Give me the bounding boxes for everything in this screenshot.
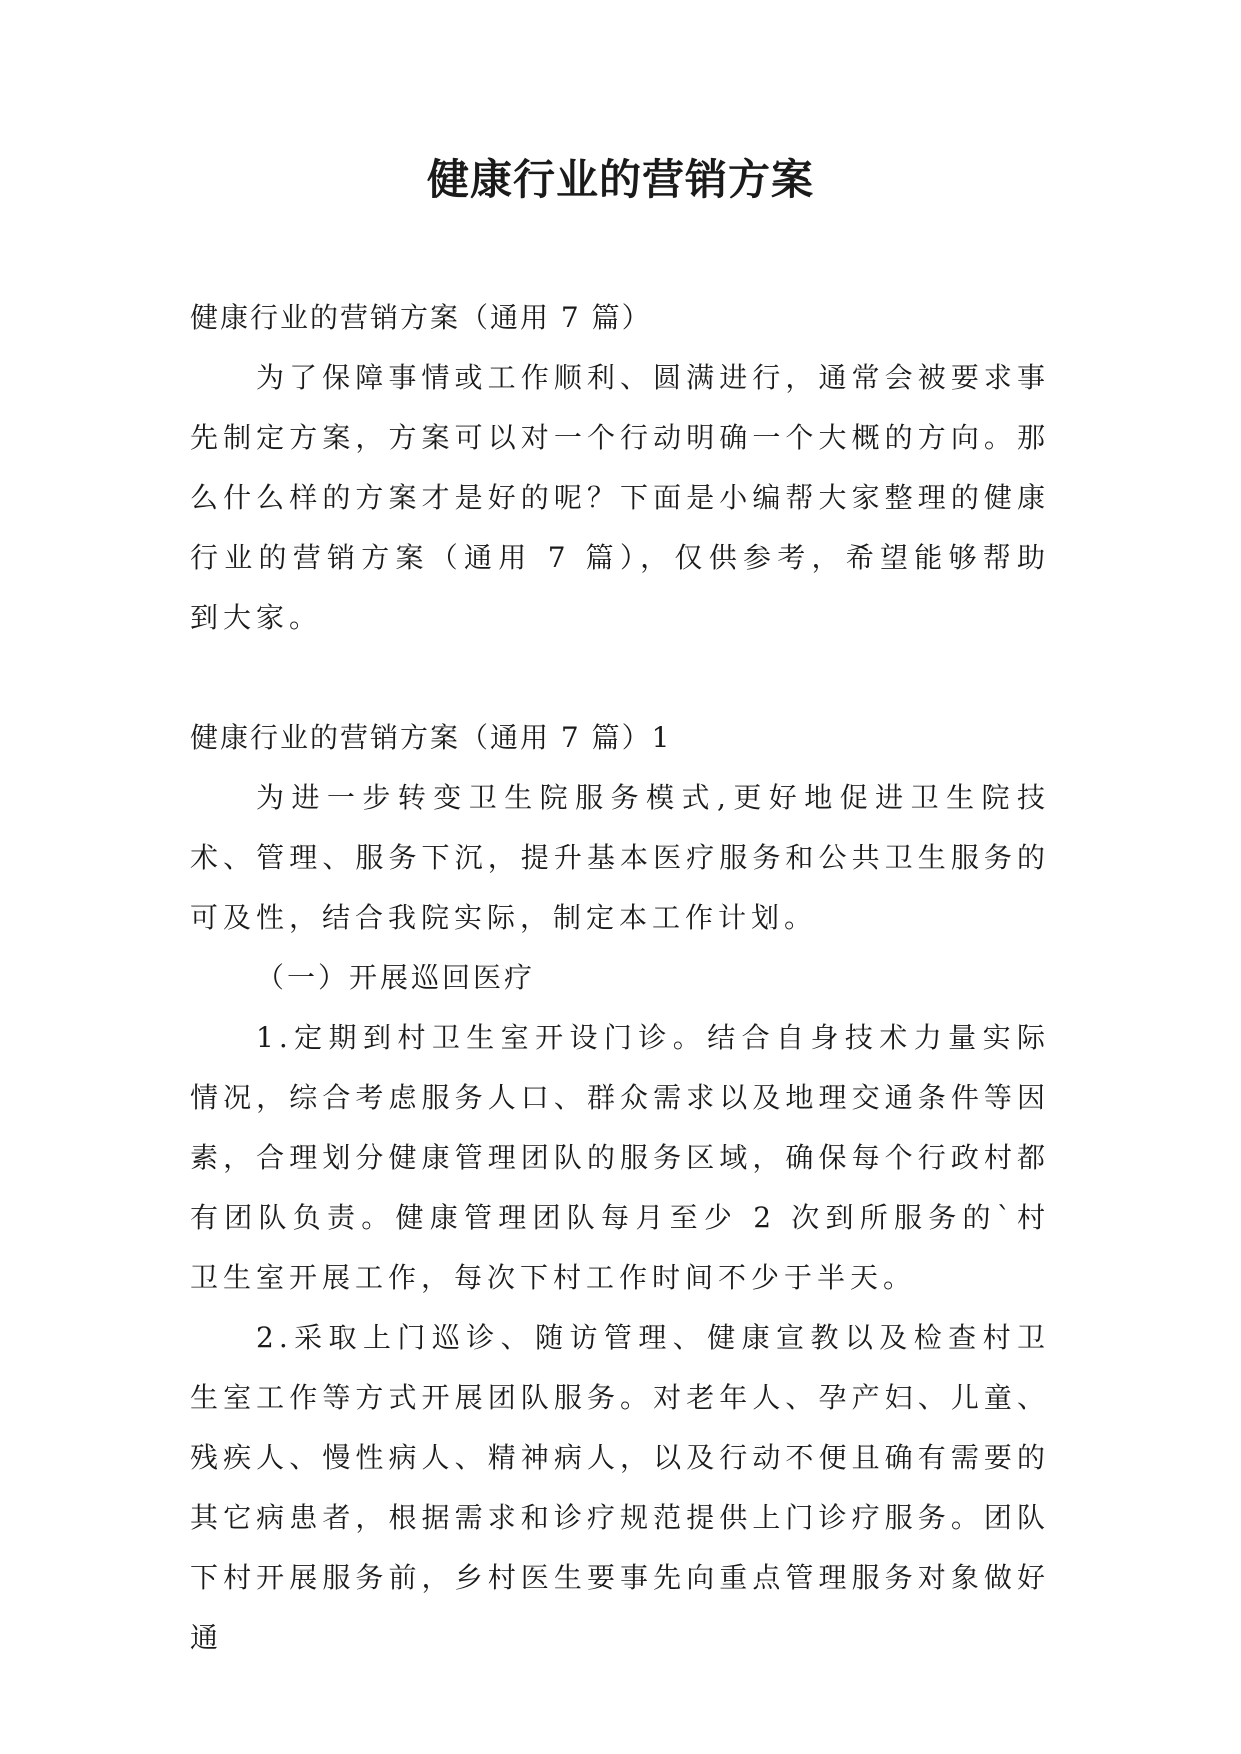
section-paragraph: 为进一步转变卫生院服务模式,更好地促进卫生院技术、管理、服务下沉，提升基本医疗服务和公共卫生服务的可及性，结合我院实际，制定本工作计划。 xyxy=(190,781,1050,934)
section-spacer xyxy=(190,648,1050,708)
subsection-heading: （一）开展巡回医疗 xyxy=(256,961,536,994)
document-title: 健康行业的营销方案 xyxy=(426,155,814,204)
list-item: 1.定期到村卫生室开设门诊。结合自身技术力量实际情况，综合考虑服务人口、群众需求以及地理交通条件等因素，合理划分健康管理团队的服务区域，确保每个行政村都有团队负责。健康管理团队每月至少 2 次到所服务的`村卫生室开展工作，每次下村工作时间不少于半天。 xyxy=(190,1021,1050,1294)
intro-heading: 健康行业的营销方案（通用 7 篇） xyxy=(190,301,652,334)
section-heading: 健康行业的营销方案（通用 7 篇）1 xyxy=(190,721,672,754)
document-body xyxy=(190,288,1050,1668)
intro-paragraph: 为了保障事情或工作顺利、圆满进行，通常会被要求事先制定方案，方案可以对一个行动明确一个大概的方向。那么什么样的方案才是好的呢？下面是小编帮大家整理的健康行业的营销方案（通用 7 篇），仅供参考，希望能够帮助到大家。 xyxy=(190,361,1050,634)
list-item: 2.采取上门巡诊、随访管理、健康宣教以及检查村卫生室工作等方式开展团队服务。对老年人、孕产妇、儿童、残疾人、慢性病人、精神病人，以及行动不便且确有需要的其它病患者，根据需求和诊疗规范提供上门诊疗服务。团队下村开展服务前，乡村医生要事先向重点管理服务对象做好通 xyxy=(190,1321,1050,1654)
